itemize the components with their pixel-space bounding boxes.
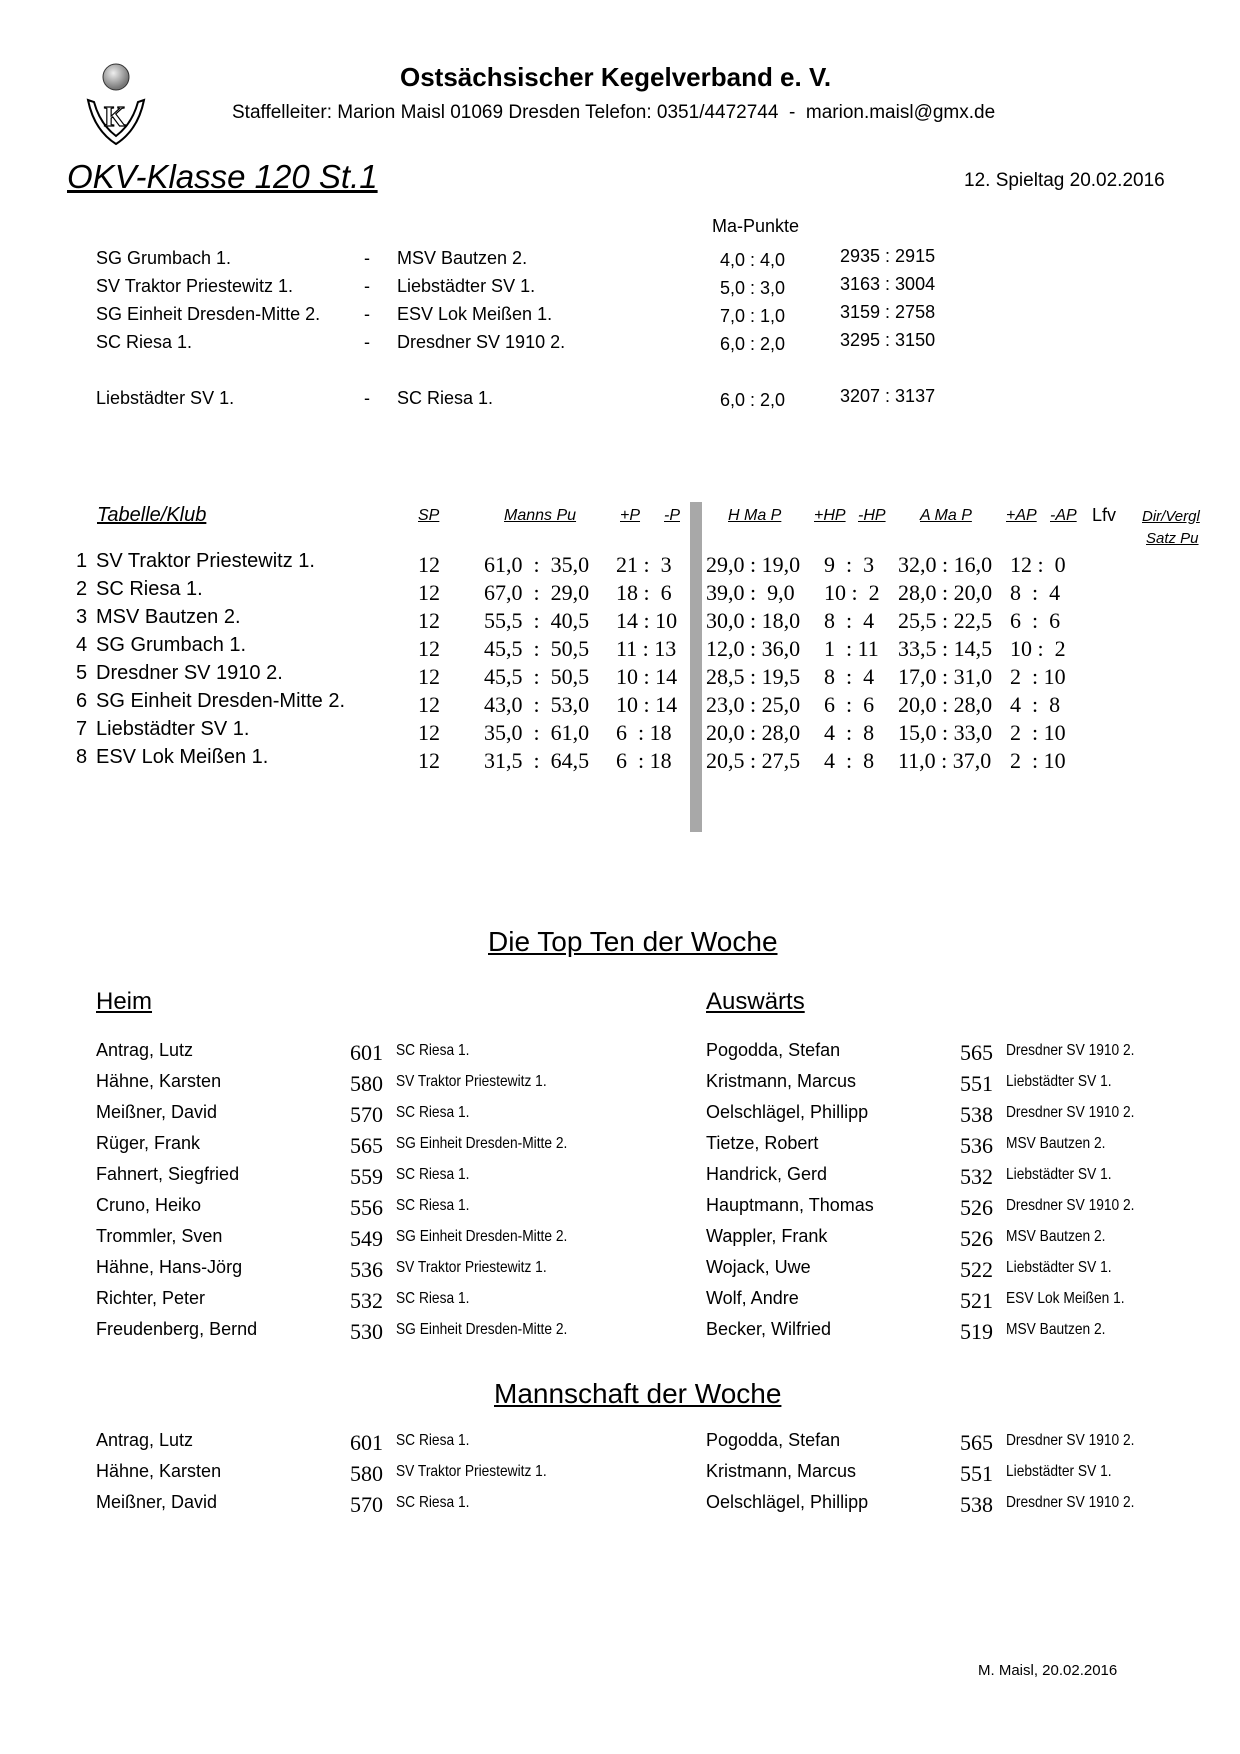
player-name: Pogodda, Stefan — [706, 1430, 841, 1450]
col-minus-p: -P — [664, 507, 680, 524]
player-score: 570 — [350, 1492, 383, 1517]
col-hmap: H Ma P — [728, 507, 782, 524]
table-home-points: 9 : 3 — [824, 552, 875, 577]
player-name: Hähne, Hans-Jörg — [96, 1257, 243, 1277]
table-points: 18 : 6 — [616, 580, 672, 605]
table-home-ma: 30,0 : 18,0 — [706, 608, 801, 633]
table-manns: 35,0 : 61,0 — [484, 720, 590, 745]
table-points: 10 : 14 — [616, 664, 678, 689]
col-plus-p: +P — [620, 507, 641, 524]
table-points: 6 : 18 — [616, 748, 672, 773]
player-team: SC Riesa 1. — [396, 1494, 470, 1511]
table-away-points: 6 : 6 — [1010, 608, 1061, 633]
player-score: 565 — [960, 1040, 993, 1065]
table-sp: 12 — [418, 552, 440, 577]
table-club: Dresdner SV 1910 2. — [96, 662, 283, 684]
team-of-week-title: Mannschaft der Woche — [494, 1378, 782, 1409]
table-home-ma: 20,5 : 27,5 — [706, 748, 801, 773]
player-name: Oelschlägel, Phillipp — [706, 1492, 869, 1512]
table-manns: 43,0 : 53,0 — [484, 692, 590, 717]
table-rank: 8 — [76, 746, 88, 768]
player-team: SG Einheit Dresden-Mitte 2. — [396, 1321, 568, 1338]
result-away: Dresdner SV 1910 2. — [397, 332, 566, 352]
player-score: 526 — [960, 1226, 993, 1251]
table-home-points: 8 : 4 — [824, 664, 875, 689]
player-team: SG Einheit Dresden-Mitte 2. — [396, 1228, 568, 1245]
result-ma-points: 7,0 : 1,0 — [720, 306, 786, 326]
player-score: 536 — [350, 1257, 383, 1282]
player-name: Trommler, Sven — [96, 1226, 223, 1246]
player-team: ESV Lok Meißen 1. — [1006, 1290, 1125, 1307]
table-rank: 2 — [76, 578, 88, 600]
table-rank: 5 — [76, 662, 88, 684]
player-score: 549 — [350, 1226, 383, 1251]
table-points: 21 : 3 — [616, 552, 672, 577]
player-score: 565 — [960, 1430, 993, 1455]
result-away: Liebstädter SV 1. — [397, 276, 536, 296]
col-minus-hp: -HP — [858, 507, 886, 524]
table-away-points: 8 : 4 — [1010, 580, 1061, 605]
player-team: Dresdner SV 1910 2. — [1006, 1197, 1135, 1214]
player-team: Dresdner SV 1910 2. — [1006, 1042, 1135, 1059]
result-ma-points: 5,0 : 3,0 — [720, 278, 786, 298]
player-team: Liebstädter SV 1. — [1006, 1463, 1112, 1480]
table-rank: 7 — [76, 718, 88, 740]
table-manns: 45,5 : 50,5 — [484, 636, 590, 661]
table-sp: 12 — [418, 664, 440, 689]
player-name: Wappler, Frank — [706, 1226, 828, 1246]
col-satz: Satz Pu — [1146, 530, 1199, 547]
player-team: SV Traktor Priestewitz 1. — [396, 1463, 547, 1480]
player-name: Pogodda, Stefan — [706, 1040, 841, 1060]
player-score: 570 — [350, 1102, 383, 1127]
player-team: SC Riesa 1. — [396, 1290, 470, 1307]
player-team: SC Riesa 1. — [396, 1166, 470, 1183]
result-separator: - — [364, 248, 370, 268]
result-away: SC Riesa 1. — [397, 388, 494, 408]
table-away-points: 4 : 8 — [1010, 692, 1061, 717]
player-score: 551 — [960, 1461, 993, 1486]
result-pins: 3207 : 3137 — [840, 386, 936, 406]
player-score: 536 — [960, 1133, 993, 1158]
player-name: Antrag, Lutz — [96, 1040, 194, 1060]
player-name: Freudenberg, Bernd — [96, 1319, 258, 1339]
table-points: 10 : 14 — [616, 692, 678, 717]
player-team: SC Riesa 1. — [396, 1432, 470, 1449]
player-score: 532 — [350, 1288, 383, 1313]
league-title: OKV-Klasse 120 St.1 — [67, 158, 378, 195]
table-club: SV Traktor Priestewitz 1. — [96, 550, 315, 572]
player-score: 530 — [350, 1319, 383, 1344]
player-score: 580 — [350, 1461, 383, 1486]
player-team: MSV Bautzen 2. — [1006, 1135, 1106, 1152]
table-points: 14 : 10 — [616, 608, 678, 633]
player-team: MSV Bautzen 2. — [1006, 1228, 1106, 1245]
player-score: 551 — [960, 1071, 993, 1096]
player-score: 601 — [350, 1430, 383, 1455]
table-away-ma: 25,5 : 22,5 — [898, 608, 993, 633]
col-minus-ap: -AP — [1050, 507, 1077, 524]
topten-title: Die Top Ten der Woche — [488, 926, 778, 957]
table-home-points: 6 : 6 — [824, 692, 875, 717]
table-rank: 1 — [76, 550, 88, 572]
table-manns: 45,5 : 50,5 — [484, 664, 590, 689]
table-away-points: 2 : 10 — [1010, 720, 1066, 745]
player-score: 521 — [960, 1288, 993, 1313]
table-away-ma: 17,0 : 31,0 — [898, 664, 993, 689]
player-team: SC Riesa 1. — [396, 1104, 470, 1121]
col-plus-ap: +AP — [1006, 507, 1037, 524]
contact-line: Staffelleiter: Marion Maisl 01069 Dresden Telefon: 0351/4472744 - marion.maisl@gmx.de — [232, 102, 996, 123]
player-name: Kristmann, Marcus — [706, 1461, 857, 1481]
col-club: Tabelle/Klub — [97, 504, 207, 526]
result-separator: - — [364, 276, 370, 296]
table-away-points: 2 : 10 — [1010, 664, 1066, 689]
player-team: MSV Bautzen 2. — [1006, 1321, 1106, 1338]
table-home-ma: 23,0 : 25,0 — [706, 692, 801, 717]
player-name: Rüger, Frank — [96, 1133, 201, 1153]
table-divider-bar — [690, 502, 702, 832]
result-separator: - — [364, 332, 370, 352]
table-rank: 6 — [76, 690, 88, 712]
player-team: SC Riesa 1. — [396, 1042, 470, 1059]
table-home-ma: 39,0 : 9,0 — [706, 580, 795, 605]
result-home: SC Riesa 1. — [96, 332, 193, 352]
player-name: Fahnert, Siegfried — [96, 1164, 240, 1184]
player-name: Tietze, Robert — [706, 1133, 819, 1153]
player-team: Liebstädter SV 1. — [1006, 1166, 1112, 1183]
table-away-points: 12 : 0 — [1010, 552, 1066, 577]
table-away-ma: 20,0 : 28,0 — [898, 692, 993, 717]
okv-logo-icon — [80, 60, 152, 150]
player-team: SC Riesa 1. — [396, 1197, 470, 1214]
col-sp: SP — [418, 507, 440, 524]
result-away: ESV Lok Meißen 1. — [397, 304, 553, 324]
player-name: Kristmann, Marcus — [706, 1071, 857, 1091]
result-ma-points: 6,0 : 2,0 — [720, 390, 786, 410]
table-points: 6 : 18 — [616, 720, 672, 745]
col-plus-hp: +HP — [814, 507, 846, 524]
player-score: 559 — [350, 1164, 383, 1189]
home-heading: Heim — [96, 988, 153, 1015]
result-separator: - — [364, 388, 370, 408]
table-manns: 67,0 : 29,0 — [484, 580, 590, 605]
player-name: Oelschlägel, Phillipp — [706, 1102, 869, 1122]
away-heading: Auswärts — [706, 988, 805, 1015]
result-pins: 3163 : 3004 — [840, 274, 936, 294]
player-score: 601 — [350, 1040, 383, 1065]
player-name: Wolf, Andre — [706, 1288, 799, 1308]
table-away-ma: 33,5 : 14,5 — [898, 636, 993, 661]
table-club: ESV Lok Meißen 1. — [96, 746, 269, 768]
table-manns: 55,5 : 40,5 — [484, 608, 590, 633]
table-home-ma: 29,0 : 19,0 — [706, 552, 801, 577]
player-score: 538 — [960, 1102, 993, 1127]
player-score: 565 — [350, 1133, 383, 1158]
table-club: SG Einheit Dresden-Mitte 2. — [96, 690, 345, 712]
result-home: SG Grumbach 1. — [96, 248, 232, 268]
svg-text:K: K — [104, 102, 126, 133]
col-lfv: Lfv — [1092, 505, 1117, 525]
player-team: Liebstädter SV 1. — [1006, 1259, 1112, 1276]
footer-signature: M. Maisl, 20.02.2016 — [978, 1662, 1118, 1679]
table-away-ma: 32,0 : 16,0 — [898, 552, 993, 577]
table-points: 11 : 13 — [616, 636, 677, 661]
player-score: 538 — [960, 1492, 993, 1517]
result-ma-points: 4,0 : 4,0 — [720, 250, 786, 270]
player-name: Hähne, Karsten — [96, 1071, 222, 1091]
org-title: Ostsächsischer Kegelverband e. V. — [400, 62, 832, 92]
result-home: Liebstädter SV 1. — [96, 388, 235, 408]
player-team: Dresdner SV 1910 2. — [1006, 1494, 1135, 1511]
player-name: Richter, Peter — [96, 1288, 206, 1308]
player-team: SV Traktor Priestewitz 1. — [396, 1259, 547, 1276]
table-home-ma: 20,0 : 28,0 — [706, 720, 801, 745]
table-away-points: 10 : 2 — [1010, 636, 1066, 661]
player-name: Hauptmann, Thomas — [706, 1195, 874, 1215]
player-team: Liebstädter SV 1. — [1006, 1073, 1112, 1090]
table-manns: 61,0 : 35,0 — [484, 552, 590, 577]
table-sp: 12 — [418, 636, 440, 661]
table-sp: 12 — [418, 692, 440, 717]
result-home: SV Traktor Priestewitz 1. — [96, 276, 294, 296]
player-team: SG Einheit Dresden-Mitte 2. — [396, 1135, 568, 1152]
col-dir: Dir/Vergl — [1142, 508, 1200, 525]
table-home-points: 4 : 8 — [824, 748, 875, 773]
table-away-points: 2 : 10 — [1010, 748, 1066, 773]
ma-points-label: Ma-Punkte — [712, 216, 800, 236]
player-name: Cruno, Heiko — [96, 1195, 202, 1215]
player-name: Meißner, David — [96, 1492, 218, 1512]
result-away: MSV Bautzen 2. — [397, 248, 528, 268]
table-sp: 12 — [418, 748, 440, 773]
table-away-ma: 28,0 : 20,0 — [898, 580, 993, 605]
player-score: 532 — [960, 1164, 993, 1189]
player-name: Becker, Wilfried — [706, 1319, 832, 1339]
result-home: SG Einheit Dresden-Mitte 2. — [96, 304, 321, 324]
result-ma-points: 6,0 : 2,0 — [720, 334, 786, 354]
col-amap: A Ma P — [920, 507, 972, 524]
table-sp: 12 — [418, 608, 440, 633]
player-score: 580 — [350, 1071, 383, 1096]
player-name: Hähne, Karsten — [96, 1461, 222, 1481]
table-home-points: 4 : 8 — [824, 720, 875, 745]
matchday: 12. Spieltag 20.02.2016 — [964, 170, 1165, 191]
player-team: Dresdner SV 1910 2. — [1006, 1104, 1135, 1121]
table-home-ma: 12,0 : 36,0 — [706, 636, 801, 661]
table-sp: 12 — [418, 720, 440, 745]
table-club: SC Riesa 1. — [96, 578, 203, 600]
table-sp: 12 — [418, 580, 440, 605]
table-home-points: 8 : 4 — [824, 608, 875, 633]
result-separator: - — [364, 304, 370, 324]
result-pins: 3159 : 2758 — [840, 302, 936, 322]
table-home-points: 1 : 11 — [824, 636, 879, 661]
player-name: Wojack, Uwe — [706, 1257, 811, 1277]
table-club: SG Grumbach 1. — [96, 634, 247, 656]
table-away-ma: 15,0 : 33,0 — [898, 720, 993, 745]
player-team: Dresdner SV 1910 2. — [1006, 1432, 1135, 1449]
table-home-points: 10 : 2 — [824, 580, 880, 605]
table-manns: 31,5 : 64,5 — [484, 748, 590, 773]
player-name: Handrick, Gerd — [706, 1164, 828, 1184]
player-score: 526 — [960, 1195, 993, 1220]
table-rank: 4 — [76, 634, 88, 656]
player-score: 519 — [960, 1319, 993, 1344]
table-home-ma: 28,5 : 19,5 — [706, 664, 801, 689]
table-club: Liebstädter SV 1. — [96, 718, 250, 740]
result-pins: 2935 : 2915 — [840, 246, 936, 266]
player-name: Antrag, Lutz — [96, 1430, 194, 1450]
col-manns: Manns Pu — [504, 507, 577, 524]
table-rank: 3 — [76, 606, 88, 628]
result-pins: 3295 : 3150 — [840, 330, 936, 350]
player-score: 556 — [350, 1195, 383, 1220]
player-team: SV Traktor Priestewitz 1. — [396, 1073, 547, 1090]
player-score: 522 — [960, 1257, 993, 1282]
player-name: Meißner, David — [96, 1102, 218, 1122]
table-away-ma: 11,0 : 37,0 — [898, 748, 992, 773]
table-club: MSV Bautzen 2. — [96, 606, 241, 628]
